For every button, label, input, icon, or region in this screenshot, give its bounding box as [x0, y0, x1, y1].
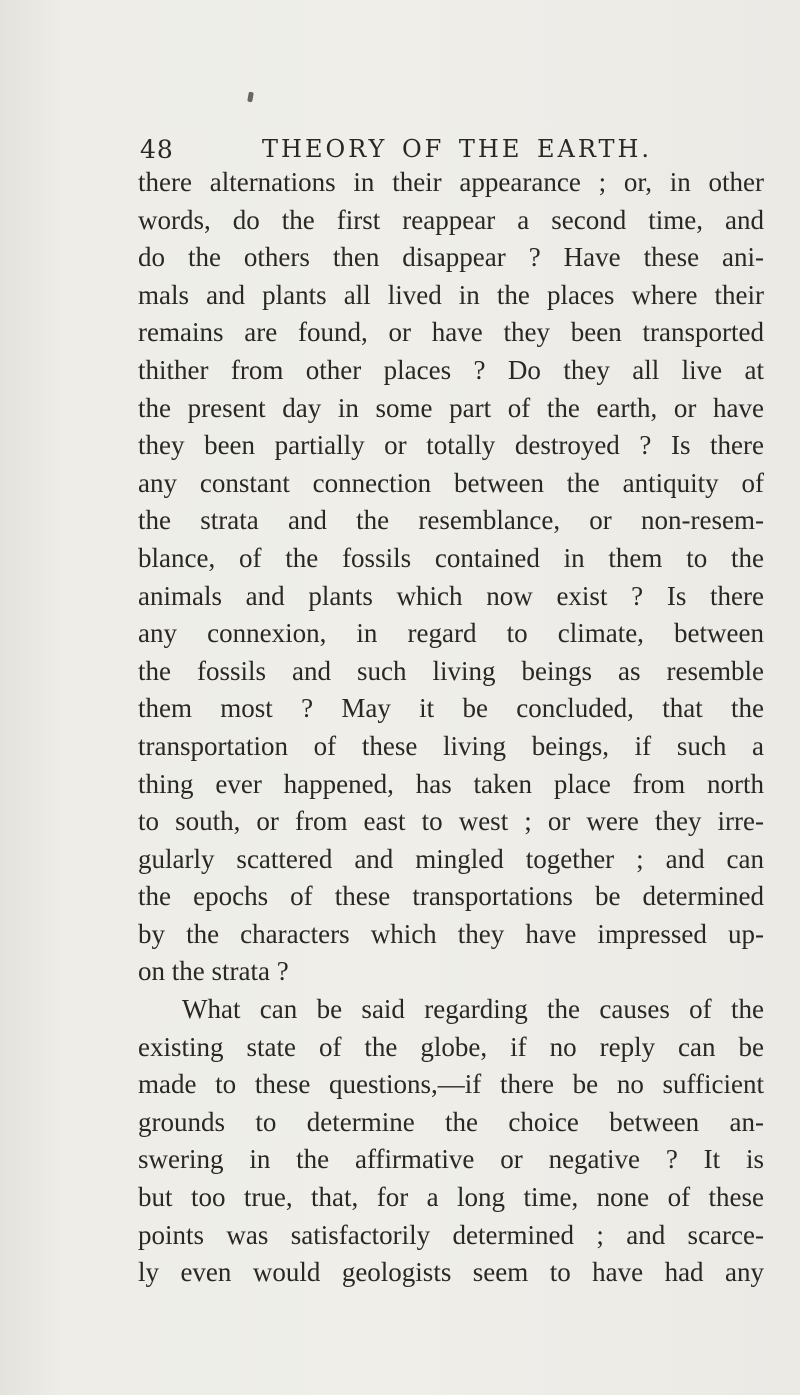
text-line: ly even would geologists seem to have had any: [138, 1257, 764, 1288]
text-line: words, do the first reappear a second time, and: [138, 204, 764, 235]
page-number: 48: [140, 135, 174, 164]
paragraph-start-line: What can be said regarding the causes of the: [182, 994, 764, 1025]
text-line: blance, of the fossils contained in them to the: [138, 542, 764, 573]
text-line: but too true, that, for a long time, none of these: [138, 1182, 764, 1213]
text-line: to south, or from east to west ; or were they irre-: [138, 806, 764, 837]
text-line: existing state of the globe, if no reply can be: [138, 1031, 764, 1062]
text-line: do the others then disappear ? Have these ani-: [138, 242, 764, 273]
text-line: made to these questions,—if there be no sufficient: [138, 1069, 764, 1100]
text-line: gularly scattered and mingled together ; and can: [138, 843, 764, 874]
text-line: them most ? May it be concluded, that the: [138, 693, 764, 724]
text-line: swering in the affirmative or negative ? It is: [138, 1144, 764, 1175]
ink-speck: [247, 92, 254, 103]
text-line: animals and plants which now exist ? Is there: [138, 580, 764, 611]
text-line: transportation of these living beings, if such a: [138, 730, 764, 761]
text-line: grounds to determine the choice between an-: [138, 1106, 764, 1137]
text-line: mals and plants all lived in the places where their: [138, 279, 764, 310]
body-text: [138, 164, 764, 1292]
text-line: there alternations in their appearance ; or, in other: [138, 167, 764, 197]
text-line: any constant connection between the antiquity of: [138, 467, 764, 498]
text-line: remains are found, or have they been transported: [138, 317, 764, 348]
text-line: any connexion, in regard to climate, between: [138, 618, 764, 649]
text-line: points was satisfactorily determined ; and scarce-: [138, 1219, 764, 1250]
text-line: thither from other places ? Do they all live at: [138, 354, 764, 385]
text-line: by the characters which they have impressed up-: [138, 918, 764, 949]
running-head: THEORY OF THE EARTH.: [262, 135, 653, 163]
text-line: thing ever happened, has taken place from north: [138, 768, 764, 799]
text-line: the fossils and such living beings as resemble: [138, 655, 764, 686]
paragraph-end-line: on the strata ?: [138, 956, 289, 987]
text-line: the present day in some part of the earth, or have: [138, 392, 764, 423]
text-line: the epochs of these transportations be determined: [138, 881, 764, 912]
text-line: the strata and the resemblance, or non-resem-: [138, 505, 764, 536]
text-line: they been partially or totally destroyed ? Is there: [138, 430, 764, 461]
